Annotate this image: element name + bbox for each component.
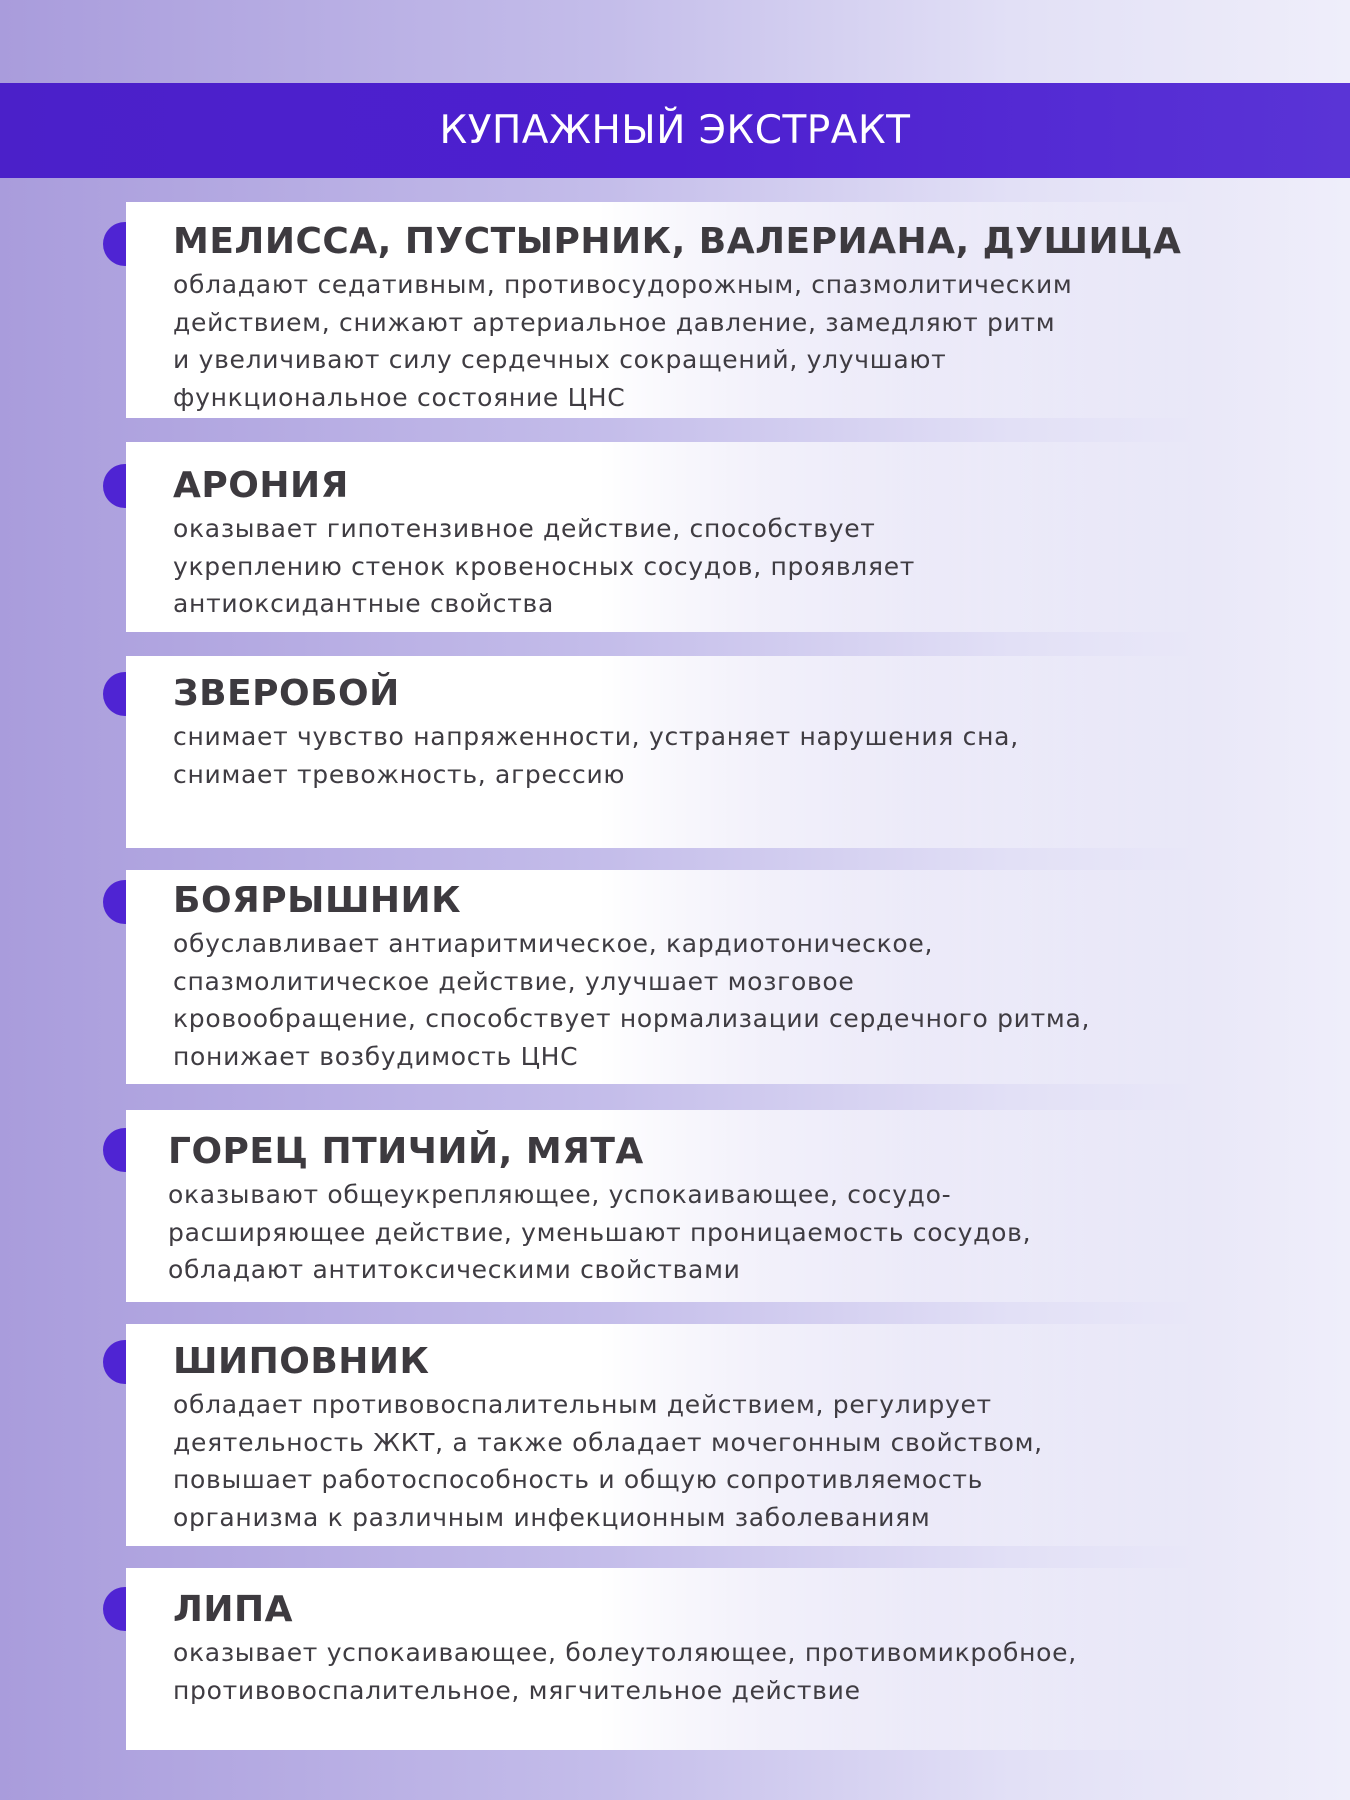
item-description-line: оказывает гипотензивное действие, способствует xyxy=(173,514,876,543)
item-description-line: обладает противовоспалительным действием, регулирует xyxy=(173,1390,992,1419)
item-description-line: организма к различным инфекционным заболеваниям xyxy=(173,1502,931,1532)
item-description-line: деятельность ЖКТ, а также обладает мочегонным свойством, xyxy=(173,1427,1043,1457)
item-description-line: антиоксидантные свойства xyxy=(173,589,554,618)
item-description-line: снимает тревожность, агрессию xyxy=(173,759,626,789)
list-item-boyaryshnik xyxy=(126,870,1200,1084)
page-title: КУПАЖНЫЙ ЭКСТРАКТ xyxy=(439,108,911,153)
item-description-line: обладают антитоксическими свойствами xyxy=(168,1255,741,1284)
item-description-line: кровообращение, способствует нормализации сердечного ритма, xyxy=(173,1004,1091,1033)
item-description-line: понижает возбудимость ЦНС xyxy=(173,1041,579,1071)
list-item-shipovnik xyxy=(126,1324,1200,1546)
item-description-line: и увеличивают силу сердечных сокращений, улучшают xyxy=(173,345,947,374)
item-title: ЛИПА xyxy=(173,1589,294,1630)
list-item-aronia xyxy=(126,442,1200,632)
item-description-line: укреплению стенок кровеносных сосудов, проявляет xyxy=(173,551,916,581)
item-description xyxy=(173,1634,1200,1709)
item-description xyxy=(173,1386,1200,1536)
item-description-line: повышает работоспособность и общую сопротивляемость xyxy=(173,1465,984,1494)
item-description-line: обладают седативным, противосудорожным, спазмолитическим xyxy=(173,270,1073,299)
header-banner xyxy=(0,83,1350,178)
item-title: ШИПОВНИК xyxy=(173,1341,430,1382)
item-title: МЕЛИССА, ПУСТЫРНИК, ВАЛЕРИАНА, ДУШИЦА xyxy=(173,221,1182,262)
list-item-melissa xyxy=(126,202,1200,418)
item-description xyxy=(173,510,1200,623)
item-description-line: спазмолитическое действие, улучшает мозговое xyxy=(173,966,855,996)
item-description-line: функциональное состояние ЦНС xyxy=(173,382,626,412)
item-description xyxy=(173,925,1200,1075)
item-title: АРОНИЯ xyxy=(173,465,349,506)
item-description-line: расширяющее действие, уменьшают проницаемость сосудов, xyxy=(168,1217,1032,1247)
item-description xyxy=(173,718,1200,793)
top-gradient-strip xyxy=(0,0,1350,83)
list-item-gorets-myata xyxy=(126,1110,1200,1302)
item-description-line: обуславливает антиаритмическое, кардиотоническое, xyxy=(173,929,934,958)
list-item-lipa xyxy=(126,1568,1200,1750)
item-description-line: снимает чувство напряженности, устраняет нарушения сна, xyxy=(173,722,1019,751)
item-title: ГОРЕЦ ПТИЧИЙ, МЯТА xyxy=(168,1131,644,1172)
item-description-line: действием, снижают артериальное давление, замедляют ритм xyxy=(173,307,1056,337)
item-description xyxy=(168,1176,1200,1289)
item-title: БОЯРЫШНИК xyxy=(173,880,462,921)
item-description xyxy=(173,266,1200,416)
item-description-line: противовоспалительное, мягчительное действие xyxy=(173,1675,861,1705)
item-description-line: оказывает успокаивающее, болеутоляющее, противомикробное, xyxy=(173,1638,1077,1667)
list-item-zveroboy xyxy=(126,656,1200,848)
item-title: ЗВЕРОБОЙ xyxy=(173,673,400,714)
item-description-line: оказывают общеукрепляющее, успокаивающее, сосудо- xyxy=(168,1180,952,1209)
